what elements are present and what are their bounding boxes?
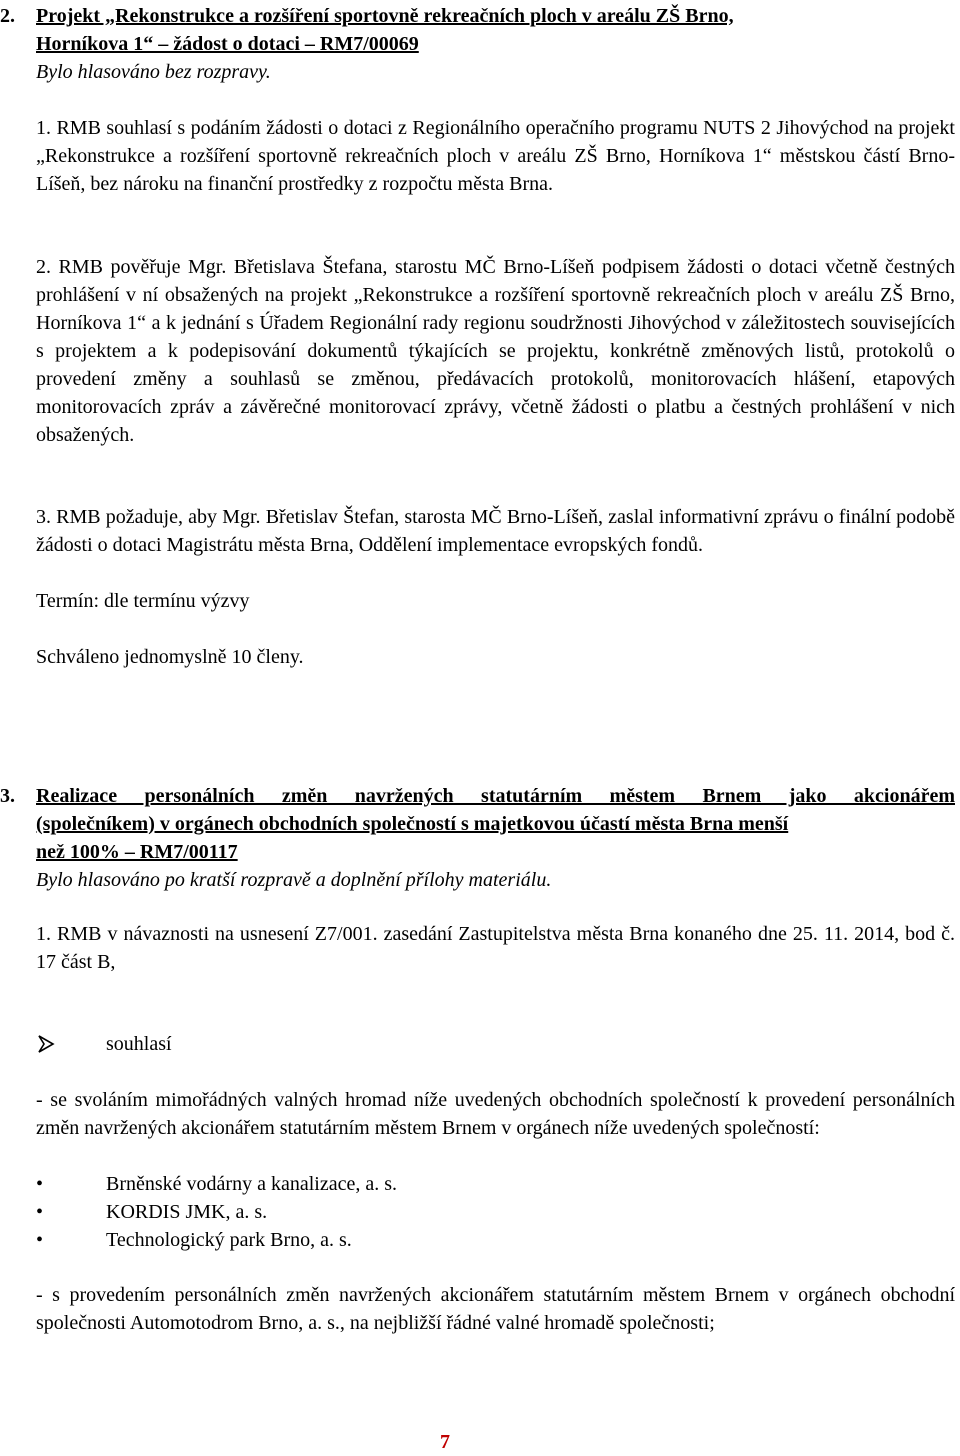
round-bullet-icon: • [36,1173,44,1195]
item-2-vote-note: Bylo hlasováno bez rozpravy. [36,61,271,83]
page-number: 7 [440,1431,450,1453]
round-bullet-icon: • [36,1229,44,1251]
item-3-title-line1-text: Realizace personálních změn navržených statutárním městem Brnem jako akcionářem [36,785,955,807]
item-2-title-line1: Projekt „Rekonstrukce a rozšíření sportovně rekreačních ploch v areálu ZŠ Brno, [36,5,734,27]
item-2-number: 2. [0,5,15,27]
item-3-title-line2: (společníkem) v orgánech obchodních společností s majetkovou účastí města Brna menší [36,813,789,835]
list-item [36,1226,352,1254]
item-3-para-1: - se svoláním mimořádných valných hromad níže uvedených obchodních společností k provedení personálních změn navržených akcionářem statutárním městem Brnem v orgánech níže uvedených společností: [36,1089,955,1139]
list-item [36,1198,267,1226]
round-bullet-icon: • [36,1201,44,1223]
list-item [36,1170,397,1198]
agree-label: souhlasí [106,1033,172,1055]
arrowhead-bullet-icon [36,1034,106,1054]
item-2-title-line2: Horníkova 1“ – žádost o dotaci – RM7/00069 [36,33,419,55]
item-2-deadline: Termín: dle termínu výzvy [36,590,250,612]
item-3-para-2: - s provedením personálních změn navržených akcionářem statutárním městem Brnem v orgánech obchodní společnosti Automotodrom Brno, a. s., na nejbližší řádné valné hromadě společnosti; [36,1284,955,1334]
item-3-vote-note: Bylo hlasováno po kratší rozpravě a doplnění přílohy materiálu. [36,869,552,891]
item-2-point-2: 2. RMB pověřuje Mgr. Břetislava Štefana, starostu MČ Brno-Líšeň podpisem žádosti o dotaci včetně čestných prohlášení v ní obsažených na projekt „Rekonstrukce a rozšíření sportovně rekreačních ploch v areálu ZŠ Brno, Horníkova 1“ a k jednání s Úřadem Regionální rady regionu soudržnosti Jihovýchod v záležitostech souvisejících s projektem a k podepisování dokumentů týkajících se projektu, konkrétně změnových listů, protokolů o provedení změny a souhlasů se změnou, předávacích protokolů, monitorovacích hlášení, etapových monitorovacích zpráv a závěrečné monitorovací zprávy, včetně žádosti o platbu a čestných prohlášení v nich obsažených. [36,256,955,446]
item-2-point-3: 3. RMB požaduje, aby Mgr. Břetislav Štefan, starosta MČ Brno-Líšeň, zaslal informativní zprávu o finální podobě žádosti o dotaci Magistrátu města Brna, Oddělení implementace evropských fondů. [36,506,955,556]
item-3-point-1: 1. RMB v návaznosti na usnesení Z7/001. zasedání Zastupitelstva města Brna konaného dne 25. 11. 2014, bod č. 17 část B, [36,923,955,973]
company-name: KORDIS JMK, a. s. [106,1201,268,1223]
company-name: Technologický park Brno, a. s. [106,1229,352,1251]
agree-row [36,1030,172,1058]
item-3-title-line3: než 100% – RM7/00117 [36,841,238,863]
item-2-approval: Schváleno jednomyslně 10 členy. [36,646,304,668]
item-3-number: 3. [0,785,15,807]
item-2-point-1: 1. RMB souhlasí s podáním žádosti o dotaci z Regionálního operačního programu NUTS 2 Jihovýchod na projekt „Rekonstrukce a rozšíření sportovně rekreačních ploch v areálu ZŠ Brno, Horníkova 1“ městskou částí Brno-Líšeň, bez nároku na finanční prostředky z rozpočtu města Brna. [36,117,955,195]
company-name: Brněnské vodárny a kanalizace, a. s. [106,1173,397,1195]
